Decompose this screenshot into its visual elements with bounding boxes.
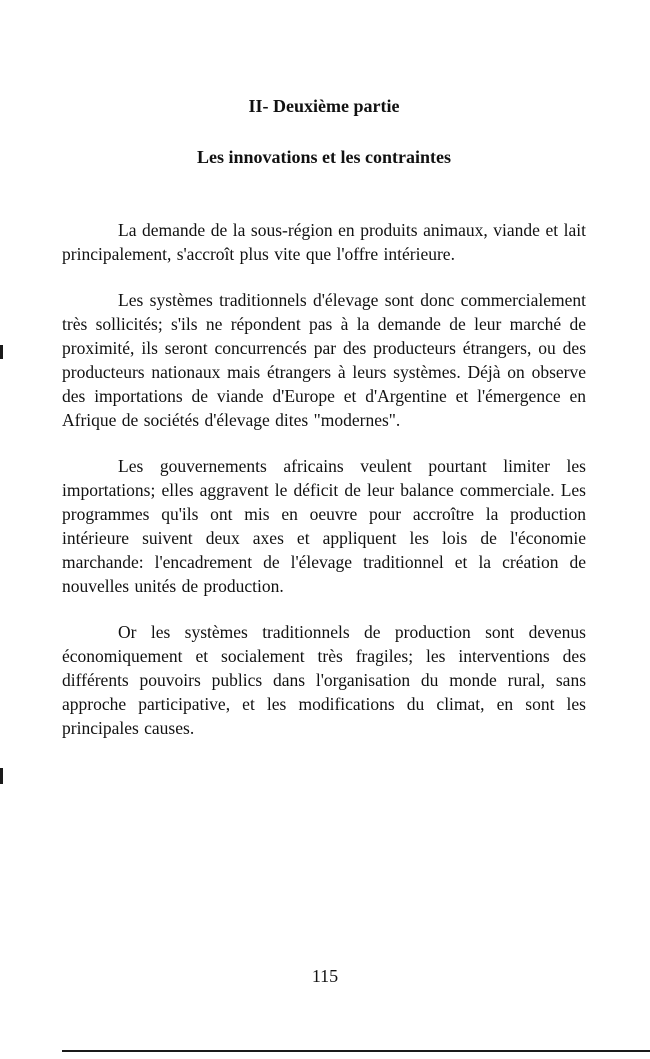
scan-artifact-mark	[0, 768, 3, 784]
paragraph-2: Les systèmes traditionnels d'élevage sont donc commercialement très sollicités; s'ils ne répondent pas à la demande de leur marché de proximité, ils seront concurrencés par des producteurs étrangers, ou des producteurs nationaux mais étrangers à leurs systèmes. Déjà on observe des importations de viande d'Europe et d'Argentine et l'émergence en Afrique de sociétés d'élevage dites "modernes".	[62, 290, 586, 430]
section-subtitle: Les innovations et les contraintes	[197, 147, 451, 167]
text-block	[62, 96, 586, 762]
section-title: II- Deuxième partie	[248, 96, 400, 116]
scan-artifact-mark	[0, 345, 3, 359]
paragraph-4: Or les systèmes traditionnels de production sont devenus économiquement et socialement très fragiles; les interventions des différents pouvoirs publics dans l'organisation du monde rural, sans approche participative, et les modifications du climat, en sont les principales causes.	[62, 622, 586, 738]
paragraph-3: Les gouvernements africains veulent pourtant limiter les importations; elles aggravent le déficit de leur balance commerciale. Les programmes qu'ils ont mis en oeuvre pour accroître la production intérieure suivent deux axes et appliquent les lois de l'économie marchande: l'encadrement de l'élevage traditionnel et la création de nouvelles unités de production.	[62, 456, 586, 596]
scan-artifact-bottom-line	[62, 1050, 650, 1052]
page-number: 115	[311, 966, 339, 986]
paragraph-1: La demande de la sous-région en produits animaux, viande et lait principalement, s'accroît plus vite que l'offre intérieure.	[62, 220, 586, 264]
